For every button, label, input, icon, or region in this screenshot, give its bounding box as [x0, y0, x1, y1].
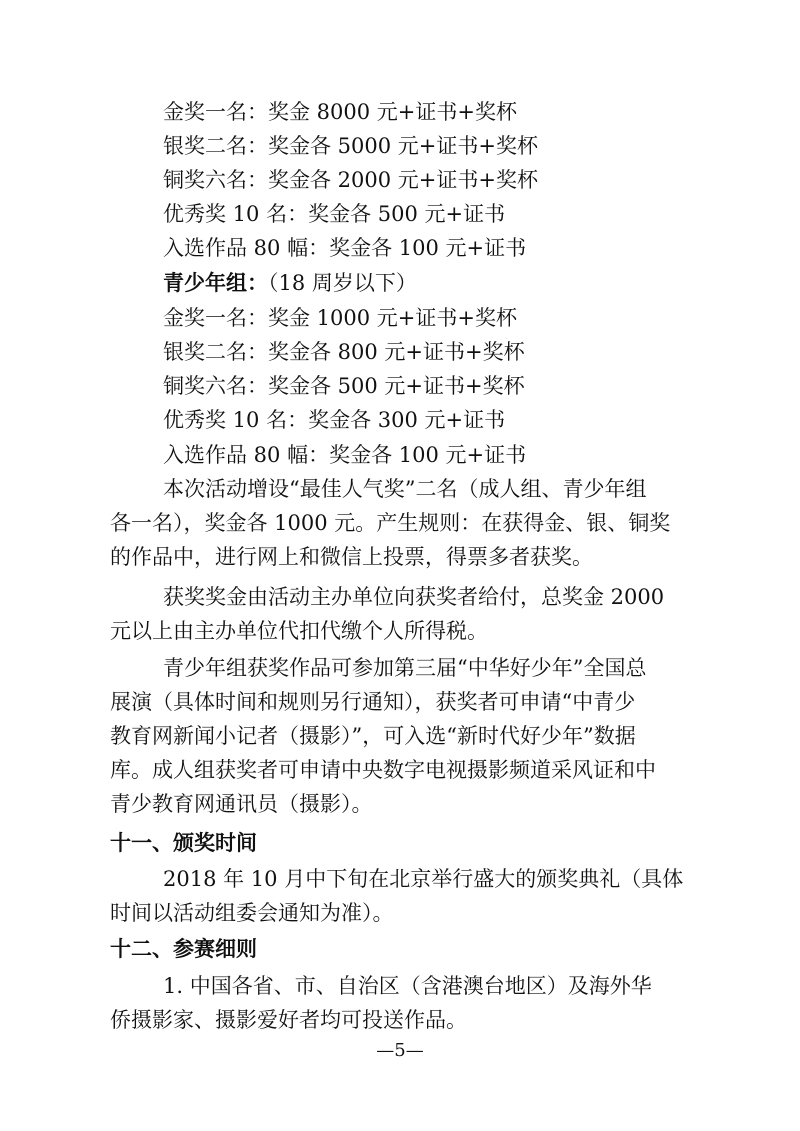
section-heading-rules: 十二、参赛细则 — [110, 936, 257, 961]
youth-benefits-paragraph-line: 青少教育网通讯员（摄影）。 — [110, 792, 373, 816]
tax-paragraph-line: 元以上由主办单位代扣代缴个人所得税。 — [110, 619, 488, 643]
youth-benefits-paragraph-line: 展演（具体时间和规则另行通知），获奖者可申请“中青少 — [110, 690, 636, 714]
tax-paragraph-line: 获奖奖金由活动主办单位向获奖者给付，总奖金 2000 — [163, 585, 665, 609]
adult-prize-selected: 入选作品 80 幅：奖金各 100 元+证书 — [163, 236, 527, 260]
section-heading-award-time: 十一、颁奖时间 — [110, 830, 257, 855]
rules-line: 侨摄影家、摄影爱好者均可投送作品。 — [110, 1008, 467, 1032]
award-time-line: 2018 年 10 月中下旬在北京举行盛大的颁奖典礼（具体 — [163, 867, 684, 891]
rules-line: 1. 中国各省、市、自治区（含港澳台地区）及海外华 — [163, 974, 652, 998]
adult-prize-silver: 银奖二名：奖金各 5000 元+证书+奖杯 — [163, 134, 538, 158]
youth-prize-bronze: 铜奖六名：奖金各 500 元+证书+奖杯 — [163, 374, 525, 398]
youth-benefits-paragraph-line: 青少年组获奖作品可参加第三届“中华好少年”全国总 — [163, 656, 647, 680]
youth-group-heading — [163, 266, 417, 300]
youth-prize-selected: 入选作品 80 幅：奖金各 100 元+证书 — [163, 443, 527, 467]
youth-group-age-note: （18 周岁以下） — [268, 271, 417, 295]
youth-prize-silver: 银奖二名：奖金各 800 元+证书+奖杯 — [163, 340, 525, 364]
popularity-paragraph-line: 本次活动增设“最佳人气奖”二名（成人组、青少年组 — [163, 477, 647, 501]
page-number: —5— — [376, 1040, 424, 1061]
award-time-line: 时间以活动组委会通知为准）。 — [110, 901, 394, 925]
youth-benefits-paragraph-line: 库。成人组获奖者可申请中央数字电视摄影频道采风证和中 — [110, 758, 656, 782]
popularity-paragraph-line: 的作品中，进行网上和微信上投票，得票多者获奖。 — [110, 545, 593, 569]
youth-group-label: 青少年组： — [163, 270, 268, 295]
youth-prize-gold: 金奖一名：奖金 1000 元+证书+奖杯 — [163, 306, 517, 330]
adult-prize-excellence: 优秀奖 10 名：奖金各 500 元+证书 — [163, 202, 506, 226]
adult-prize-bronze: 铜奖六名：奖金各 2000 元+证书+奖杯 — [163, 168, 538, 192]
youth-benefits-paragraph-line: 教育网新闻小记者（摄影）”，可入选“新时代好少年”数据 — [110, 724, 636, 748]
adult-prize-gold: 金奖一名：奖金 8000 元+证书+奖杯 — [163, 100, 517, 124]
youth-prize-excellence: 优秀奖 10 名：奖金各 300 元+证书 — [163, 408, 506, 432]
popularity-paragraph-line: 各一名），奖金各 1000 元。产生规则：在获得金、银、铜奖 — [110, 511, 671, 535]
